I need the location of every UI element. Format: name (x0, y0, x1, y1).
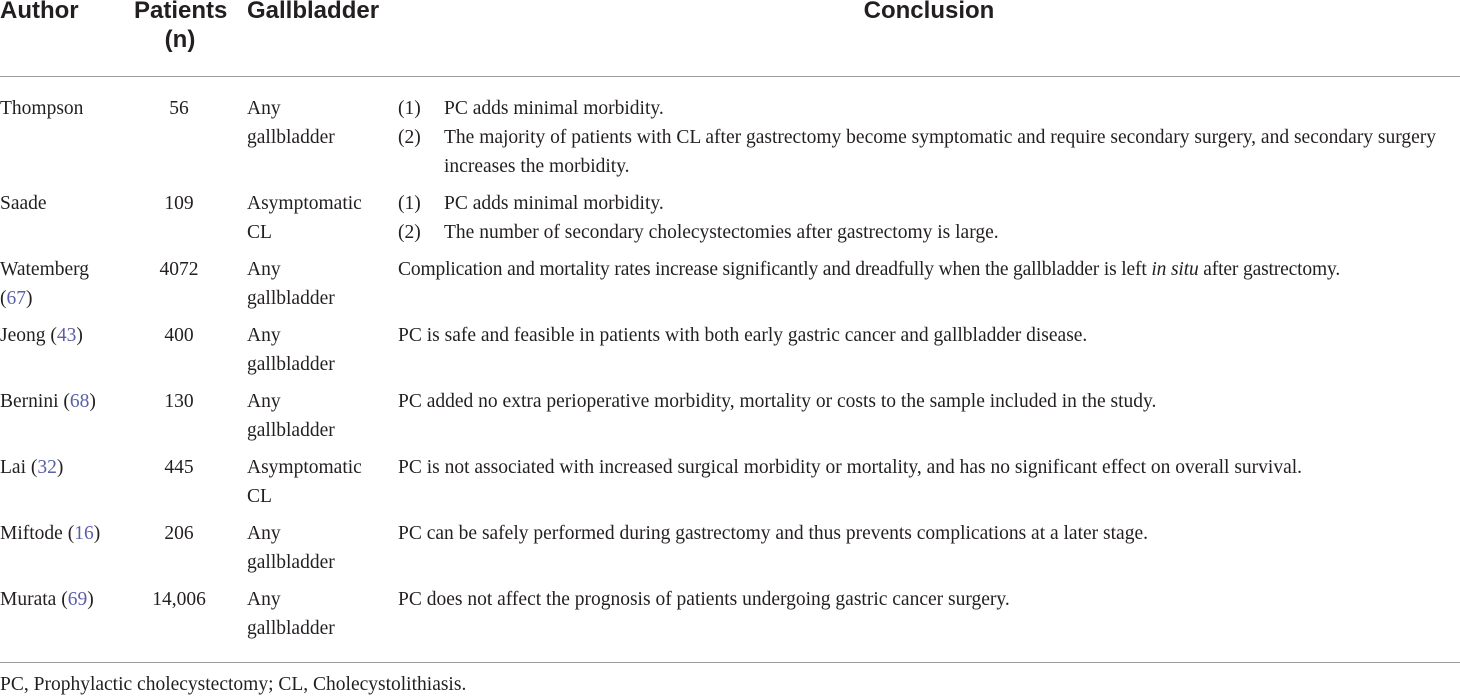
header-conclusion: Conclusion (863, 0, 995, 24)
author-cell: Jeong (43) (0, 325, 83, 346)
gallbladder-line2: gallbladder (247, 354, 335, 375)
author-name: Jeong (0, 325, 46, 346)
gallbladder-line2: gallbladder (247, 618, 335, 639)
gallbladder-line2: CL (247, 222, 272, 243)
patients-cell: 56 (169, 98, 189, 119)
author-cell: Watemberg (67) (0, 259, 90, 309)
conclusion-italic: in situ (1151, 259, 1199, 280)
header-patients (134, 0, 226, 54)
gallbladder-line1: Any (247, 98, 281, 119)
author-name: Murata (0, 589, 57, 610)
gallbladder-cell (247, 387, 387, 445)
header-gallbladder: Gallbladder (247, 0, 380, 24)
conclusion-item (398, 94, 1456, 123)
item-text: PC adds minimal morbidity. (444, 193, 664, 214)
item-number: (2) (398, 222, 421, 243)
patients-cell: 445 (164, 457, 194, 478)
author-cell: Murata (69) (0, 589, 94, 610)
gallbladder-cell (247, 453, 387, 511)
header-patients-line2: (n) (164, 26, 196, 53)
gallbladder-line2: gallbladder (247, 288, 335, 309)
gallbladder-cell (247, 519, 387, 577)
conclusion-cell (398, 255, 1460, 284)
conclusion-text: Complication and mortality rates increase significantly and dreadfully when the gallbladder is left (398, 259, 1152, 280)
gallbladder-cell (247, 94, 387, 152)
patients-cell: 130 (164, 391, 194, 412)
patients-cell: 4072 (159, 259, 199, 280)
author-name: Thompson (0, 98, 84, 119)
conclusion-text-end: after gastrectomy. (1198, 259, 1341, 280)
reference-link[interactable]: 68 (69, 391, 90, 412)
author-cell: Lai (32) (0, 457, 64, 478)
reference-link[interactable]: 32 (37, 457, 57, 478)
author-cell (0, 189, 130, 218)
gallbladder-cell (247, 255, 387, 313)
gallbladder-line1: Any (247, 325, 281, 346)
author-cell (0, 94, 130, 123)
gallbladder-line2: gallbladder (247, 420, 335, 441)
gallbladder-cell (247, 585, 387, 643)
reference-link[interactable]: 67 (6, 288, 26, 309)
conclusion-cell: PC added no extra perioperative morbidity, mortality or costs to the sample included in the study. (398, 391, 1157, 412)
gallbladder-line1: Asymptomatic (247, 457, 362, 478)
author-name: Miftode (0, 523, 63, 544)
gallbladder-line1: Any (247, 259, 281, 280)
author-name: Saade (0, 193, 47, 214)
conclusion-cell (398, 189, 1456, 247)
reference-link[interactable]: 43 (56, 325, 77, 346)
gallbladder-cell (247, 189, 387, 247)
author-name: Bernini (0, 391, 59, 412)
gallbladder-line1: Any (247, 391, 281, 412)
author-name: Lai (0, 457, 26, 478)
item-text: PC adds minimal morbidity. (444, 98, 664, 119)
conclusion-item (398, 189, 1456, 218)
table-bottom-divider (0, 662, 1460, 663)
gallbladder-cell (247, 321, 387, 379)
conclusion-item (398, 123, 1456, 181)
item-text: The number of secondary cholecystectomies after gastrectomy is large. (444, 222, 999, 243)
conclusion-item (398, 218, 1456, 247)
gallbladder-line1: Any (247, 523, 281, 544)
header-author: Author (0, 0, 79, 24)
item-number: (1) (398, 98, 421, 119)
item-number: (1) (398, 193, 421, 214)
gallbladder-line2: gallbladder (247, 552, 335, 573)
conclusion-cell: PC is not associated with increased surgical morbidity or mortality, and has no significant effect on overall survival. (398, 457, 1303, 478)
patients-cell: 206 (164, 523, 194, 544)
conclusion-cell: PC can be safely performed during gastrectomy and thus prevents complications at a later stage. (398, 523, 1148, 544)
patients-cell: 14,006 (152, 589, 206, 610)
author-cell: Miftode (16) (0, 523, 101, 544)
item-number: (2) (398, 127, 421, 148)
reference-link[interactable]: 16 (74, 523, 94, 544)
table-footnote: PC, Prophylactic cholecystectomy; CL, Cholecystolithiasis. (0, 674, 467, 695)
header-patients-line1: Patients (134, 0, 228, 24)
reference-link[interactable]: 69 (67, 589, 88, 610)
header-divider (0, 76, 1460, 77)
conclusion-cell: PC does not affect the prognosis of patients undergoing gastric cancer surgery. (398, 589, 1010, 610)
conclusion-cell (398, 94, 1456, 181)
patients-cell: 109 (164, 193, 194, 214)
gallbladder-line1: Asymptomatic (247, 193, 362, 214)
item-text: The majority of patients with CL after gastrectomy become symptomatic and require secondary surgery, and secondary surgery increases the morbidity. (444, 127, 1437, 177)
gallbladder-line2: gallbladder (247, 127, 335, 148)
gallbladder-line2: CL (247, 486, 272, 507)
patients-cell: 400 (164, 325, 194, 346)
author-cell: Bernini (68) (0, 391, 96, 412)
conclusion-cell: PC is safe and feasible in patients with both early gastric cancer and gallbladder disease. (398, 325, 1088, 346)
table-header (0, 0, 1460, 76)
gallbladder-line1: Any (247, 589, 281, 610)
author-name: Watemberg (0, 259, 90, 280)
